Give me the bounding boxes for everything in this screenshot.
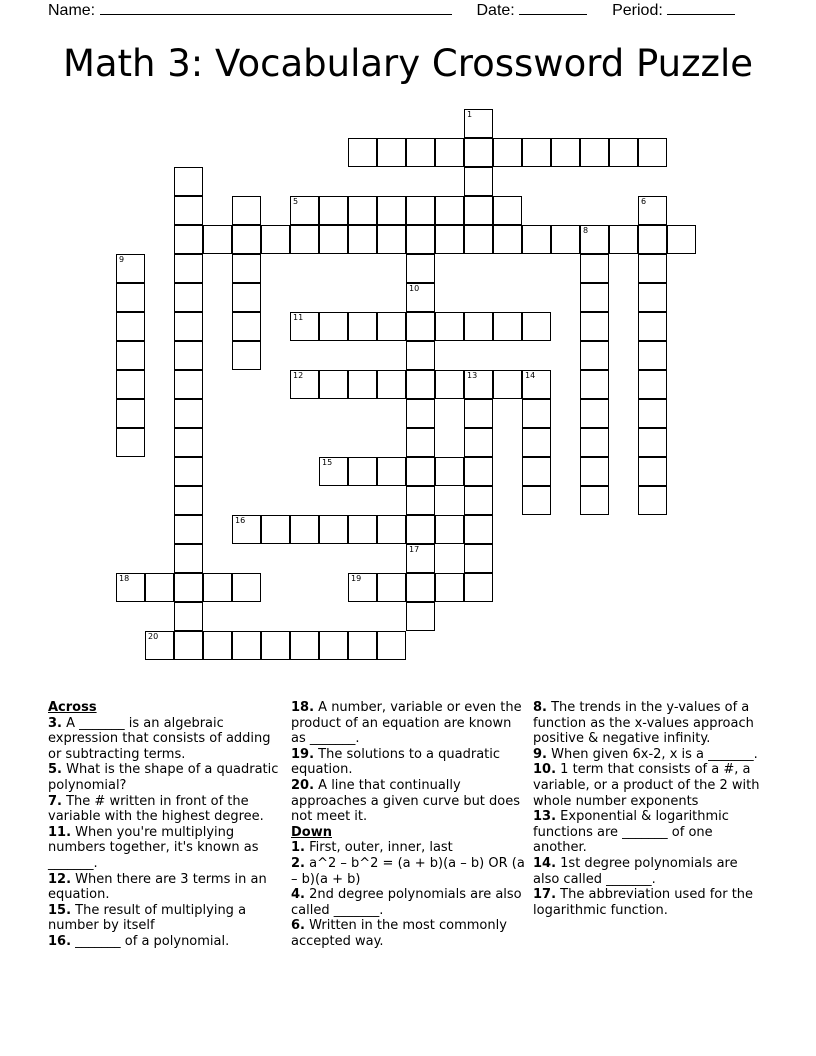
clue-item: [291, 856, 527, 887]
crossword-cell[interactable]: [290, 515, 319, 544]
crossword-cell[interactable]: [406, 370, 435, 399]
clue-item: [291, 918, 527, 949]
crossword-cell[interactable]: [493, 196, 522, 225]
crossword-cell[interactable]: [638, 254, 667, 283]
crossword-cell[interactable]: [464, 428, 493, 457]
clue-number: 9: [119, 255, 125, 264]
crossword-cell[interactable]: [522, 225, 551, 254]
clue-number: 5: [293, 197, 299, 206]
crossword-cell[interactable]: [116, 370, 145, 399]
crossword-cell[interactable]: [406, 283, 435, 312]
clue-number-label: 6.: [291, 918, 305, 934]
crossword-cell[interactable]: [261, 515, 290, 544]
crossword-cell[interactable]: [406, 515, 435, 544]
crossword-cell[interactable]: [174, 515, 203, 544]
crossword-cell[interactable]: [232, 196, 261, 225]
clue-number: 18: [119, 574, 130, 583]
clue-number: 16: [235, 516, 246, 525]
clue-number-label: 14.: [533, 855, 557, 871]
crossword-cell[interactable]: [406, 138, 435, 167]
clue-item: [48, 934, 280, 950]
crossword-cell[interactable]: [464, 370, 493, 399]
crossword-cell[interactable]: [232, 631, 261, 660]
crossword-cell[interactable]: [348, 312, 377, 341]
crossword-cell[interactable]: [406, 457, 435, 486]
crossword-cell[interactable]: [435, 312, 464, 341]
down-heading: Down: [291, 824, 332, 840]
crossword-cell[interactable]: [116, 283, 145, 312]
crossword-cell[interactable]: [580, 254, 609, 283]
crossword-cell[interactable]: [464, 544, 493, 573]
crossword-cell[interactable]: [435, 138, 464, 167]
crossword-cell[interactable]: [580, 341, 609, 370]
clue-item: [533, 700, 765, 747]
crossword-cell[interactable]: [174, 428, 203, 457]
crossword-cell[interactable]: [406, 312, 435, 341]
crossword-cell[interactable]: [290, 631, 319, 660]
clue-item: [291, 778, 527, 825]
crossword-cell[interactable]: [116, 573, 145, 602]
clues-column-3: [533, 700, 765, 918]
clue-text: A _______ is an algebraic expression that consists of adding or subtracting terms.: [48, 715, 271, 762]
crossword-cell[interactable]: [232, 254, 261, 283]
crossword-cell[interactable]: [406, 573, 435, 602]
clue-text: 1st degree polynomials are also called _______.: [533, 855, 738, 887]
clue-number: 10: [409, 284, 420, 293]
crossword-cell[interactable]: [174, 602, 203, 631]
crossword-cell[interactable]: [580, 225, 609, 254]
clue-number-label: 12.: [48, 871, 72, 887]
crossword-cell[interactable]: [406, 602, 435, 631]
crossword-cell[interactable]: [580, 138, 609, 167]
crossword-cell[interactable]: [290, 196, 319, 225]
clue-text: A line that continually approaches a given curve but does not meet it.: [291, 777, 521, 825]
crossword-cell[interactable]: [464, 457, 493, 486]
crossword-cell[interactable]: [319, 196, 348, 225]
crossword-cell[interactable]: [261, 225, 290, 254]
crossword-cell[interactable]: [174, 486, 203, 515]
crossword-cell[interactable]: [377, 573, 406, 602]
clue-text: When there are 3 terms in an equation.: [48, 871, 267, 903]
crossword-cell[interactable]: [464, 312, 493, 341]
clues-column-1: [48, 700, 280, 950]
date-label: Date:: [476, 2, 515, 19]
clue-item: [48, 872, 280, 903]
crossword-cell[interactable]: [406, 196, 435, 225]
clue-text: a^2 – b^2 = (a + b)(a – b) OR (a – b)(a + b): [291, 855, 525, 887]
crossword-cell[interactable]: [609, 225, 638, 254]
crossword-cell[interactable]: [232, 225, 261, 254]
crossword-cell[interactable]: [522, 370, 551, 399]
clue-number-label: 20.: [291, 777, 315, 793]
crossword-cell[interactable]: [116, 399, 145, 428]
crossword-cell[interactable]: [174, 399, 203, 428]
crossword-cell[interactable]: [319, 515, 348, 544]
crossword-cell[interactable]: [232, 283, 261, 312]
crossword-cell[interactable]: [406, 399, 435, 428]
crossword-cell[interactable]: [638, 486, 667, 515]
clue-number: 19: [351, 574, 362, 583]
crossword-cell[interactable]: [203, 225, 232, 254]
crossword-cell[interactable]: [522, 138, 551, 167]
crossword-cell[interactable]: [493, 138, 522, 167]
crossword-cell[interactable]: [493, 312, 522, 341]
clue-item: [533, 809, 765, 856]
crossword-cell[interactable]: [377, 312, 406, 341]
page-title: Math 3: Vocabulary Crossword Puzzle: [62, 42, 754, 85]
crossword-cell[interactable]: [348, 196, 377, 225]
clue-number-label: 13.: [533, 809, 557, 825]
crossword-cell[interactable]: [522, 312, 551, 341]
crossword-cell[interactable]: [406, 225, 435, 254]
clues-column-2: [291, 700, 527, 950]
crossword-cell[interactable]: [319, 457, 348, 486]
clue-text: When given 6x-2, x is a _______.: [546, 746, 758, 762]
clue-number-label: 3.: [48, 715, 62, 731]
clue-number: 12: [293, 371, 304, 380]
crossword-cell[interactable]: [580, 486, 609, 515]
crossword-cell[interactable]: [290, 225, 319, 254]
clue-number-label: 19.: [291, 746, 315, 762]
crossword-cell[interactable]: [116, 428, 145, 457]
crossword-cell[interactable]: [464, 138, 493, 167]
clue-text: The trends in the y-values of a function as the x-values approach positive & negative infinity.: [533, 700, 754, 747]
crossword-cell[interactable]: [174, 167, 203, 196]
crossword-cell[interactable]: [464, 109, 493, 138]
clue-number-label: 5.: [48, 762, 62, 778]
crossword-cell[interactable]: [638, 312, 667, 341]
crossword-cell[interactable]: [261, 631, 290, 660]
clue-number: 6: [641, 197, 647, 206]
crossword-cell[interactable]: [580, 428, 609, 457]
period-field[interactable]: [667, 0, 735, 15]
crossword-cell[interactable]: [116, 312, 145, 341]
crossword-cell[interactable]: [348, 138, 377, 167]
crossword-cell[interactable]: [464, 196, 493, 225]
crossword-cell[interactable]: [116, 254, 145, 283]
crossword-cell[interactable]: [406, 341, 435, 370]
crossword-cell[interactable]: [174, 283, 203, 312]
clue-number-label: 15.: [48, 902, 72, 918]
period-label: Period:: [612, 2, 663, 19]
clue-item: [48, 716, 280, 763]
clue-number: 20: [148, 632, 159, 641]
crossword-cell[interactable]: [638, 399, 667, 428]
crossword-cell[interactable]: [522, 428, 551, 457]
crossword-cell[interactable]: [319, 370, 348, 399]
crossword-cell[interactable]: [638, 196, 667, 225]
crossword-cell[interactable]: [464, 167, 493, 196]
crossword-cell[interactable]: [435, 196, 464, 225]
crossword-cell[interactable]: [406, 486, 435, 515]
crossword-cell[interactable]: [203, 631, 232, 660]
crossword-cell[interactable]: [377, 225, 406, 254]
crossword-cell[interactable]: [319, 312, 348, 341]
clue-number-label: 8.: [533, 700, 547, 715]
crossword-cell[interactable]: [638, 138, 667, 167]
crossword-cell[interactable]: [174, 457, 203, 486]
clue-number-label: 1.: [291, 840, 305, 856]
crossword-cell[interactable]: [638, 225, 667, 254]
crossword-cell[interactable]: [580, 312, 609, 341]
clue-text: 2nd degree polynomials are also called _______.: [291, 887, 522, 918]
clue-item: [48, 762, 280, 793]
clue-number-label: 4.: [291, 887, 305, 903]
clue-item: [48, 825, 280, 872]
student-info-header: [48, 0, 735, 20]
crossword-cell[interactable]: [435, 225, 464, 254]
crossword-cell[interactable]: [232, 515, 261, 544]
clue-text: When you're multiplying numbers together, it's known as _______.: [48, 824, 259, 871]
crossword-cell[interactable]: [638, 457, 667, 486]
crossword-cell[interactable]: [174, 254, 203, 283]
crossword-cell[interactable]: [290, 370, 319, 399]
crossword-cell[interactable]: [145, 631, 174, 660]
crossword-cell[interactable]: [522, 457, 551, 486]
crossword-cell[interactable]: [464, 573, 493, 602]
crossword-cell[interactable]: [174, 573, 203, 602]
crossword-cell[interactable]: [435, 370, 464, 399]
clue-number-label: 7.: [48, 793, 62, 809]
crossword-cell[interactable]: [232, 312, 261, 341]
clue-number-label: 11.: [48, 824, 72, 840]
crossword-cell[interactable]: [406, 254, 435, 283]
crossword-cell[interactable]: [464, 515, 493, 544]
clue-text: The # written in front of the variable with the highest degree.: [48, 793, 264, 825]
clue-number-label: 9.: [533, 746, 547, 762]
clue-text: The solutions to a quadratic equation.: [291, 746, 501, 778]
crossword-cell[interactable]: [377, 370, 406, 399]
crossword-cell[interactable]: [493, 225, 522, 254]
crossword-cell[interactable]: [551, 225, 580, 254]
clue-text: _______ of a polynomial.: [71, 933, 230, 949]
clue-item: [291, 700, 527, 747]
clue-item: [533, 887, 765, 918]
crossword-cell[interactable]: [522, 486, 551, 515]
crossword-cell[interactable]: [348, 631, 377, 660]
crossword-cell[interactable]: [377, 196, 406, 225]
crossword-cell[interactable]: [348, 457, 377, 486]
crossword-cell[interactable]: [377, 138, 406, 167]
crossword-cell[interactable]: [638, 341, 667, 370]
clue-number-label: 2.: [291, 855, 305, 871]
clue-number: 11: [293, 313, 304, 322]
crossword-cell[interactable]: [377, 457, 406, 486]
crossword-cell[interactable]: [174, 196, 203, 225]
crossword-cell[interactable]: [319, 631, 348, 660]
crossword-cell[interactable]: [580, 370, 609, 399]
crossword-cell[interactable]: [174, 544, 203, 573]
clue-item: [291, 747, 527, 778]
clue-item: [291, 840, 527, 856]
clue-number: 1: [467, 110, 473, 119]
clue-number: 15: [322, 458, 333, 467]
clue-text: Written in the most commonly accepted way.: [291, 918, 507, 949]
clue-text: A number, variable or even the product of an equation are known as _______.: [291, 700, 522, 747]
clue-text: 1 term that consists of a #, a variable, or a product of the 2 with whole number exponents: [533, 762, 760, 809]
crossword-cell[interactable]: [638, 370, 667, 399]
crossword-cell[interactable]: [667, 225, 696, 254]
clue-number: 13: [467, 371, 478, 380]
crossword-cell[interactable]: [464, 225, 493, 254]
crossword-cell[interactable]: [377, 631, 406, 660]
crossword-cell[interactable]: [203, 573, 232, 602]
crossword-cell[interactable]: [348, 370, 377, 399]
crossword-cell[interactable]: [174, 631, 203, 660]
crossword-cell[interactable]: [116, 341, 145, 370]
crossword-cell[interactable]: [464, 486, 493, 515]
name-label: Name:: [48, 2, 96, 19]
clue-item: [533, 762, 765, 809]
crossword-cell[interactable]: [638, 283, 667, 312]
clue-text: The abbreviation used for the logarithmic function.: [533, 887, 754, 918]
clue-item: [533, 747, 765, 763]
crossword-cell[interactable]: [319, 225, 348, 254]
clue-item: [291, 887, 527, 918]
clue-item: [48, 794, 280, 825]
crossword-cell[interactable]: [406, 544, 435, 573]
crossword-cell[interactable]: [377, 515, 406, 544]
across-heading: Across: [48, 700, 97, 715]
crossword-cell[interactable]: [464, 399, 493, 428]
crossword-cell[interactable]: [174, 312, 203, 341]
crossword-cell[interactable]: [174, 225, 203, 254]
crossword-cell[interactable]: [638, 428, 667, 457]
name-field[interactable]: [100, 0, 452, 15]
clue-number-label: 16.: [48, 933, 72, 949]
crossword-cell[interactable]: [551, 138, 580, 167]
clue-number: 14: [525, 371, 536, 380]
crossword-cell[interactable]: [609, 138, 638, 167]
crossword-cell[interactable]: [435, 515, 464, 544]
clue-number-label: 10.: [533, 762, 557, 778]
date-field[interactable]: [519, 0, 587, 15]
crossword-cell[interactable]: [232, 341, 261, 370]
crossword-cell[interactable]: [522, 399, 551, 428]
crossword-cell[interactable]: [232, 573, 261, 602]
crossword-cell[interactable]: [580, 283, 609, 312]
crossword-cell[interactable]: [290, 312, 319, 341]
crossword-cell[interactable]: [493, 370, 522, 399]
clue-number: 8: [583, 226, 589, 235]
crossword-cell[interactable]: [348, 225, 377, 254]
clue-text: The result of multiplying a number by itself: [48, 902, 247, 934]
clue-item: [48, 903, 280, 934]
clue-number-label: 18.: [291, 700, 315, 715]
clue-text: Exponential & logarithmic functions are _______ of one another.: [533, 809, 729, 856]
crossword-cell[interactable]: [348, 573, 377, 602]
crossword-cell[interactable]: [348, 515, 377, 544]
clue-text: First, outer, inner, last: [304, 840, 453, 856]
crossword-cell[interactable]: [174, 370, 203, 399]
clue-item: [533, 856, 765, 887]
crossword-cell[interactable]: [435, 573, 464, 602]
crossword-cell[interactable]: [406, 428, 435, 457]
crossword-cell[interactable]: [580, 457, 609, 486]
clue-number-label: 17.: [533, 887, 557, 903]
crossword-cell[interactable]: [145, 573, 174, 602]
crossword-cell[interactable]: [580, 399, 609, 428]
crossword-cell[interactable]: [174, 341, 203, 370]
clue-text: What is the shape of a quadratic polynomial?: [48, 762, 279, 793]
crossword-cell[interactable]: [435, 457, 464, 486]
clue-number: 17: [409, 545, 420, 554]
